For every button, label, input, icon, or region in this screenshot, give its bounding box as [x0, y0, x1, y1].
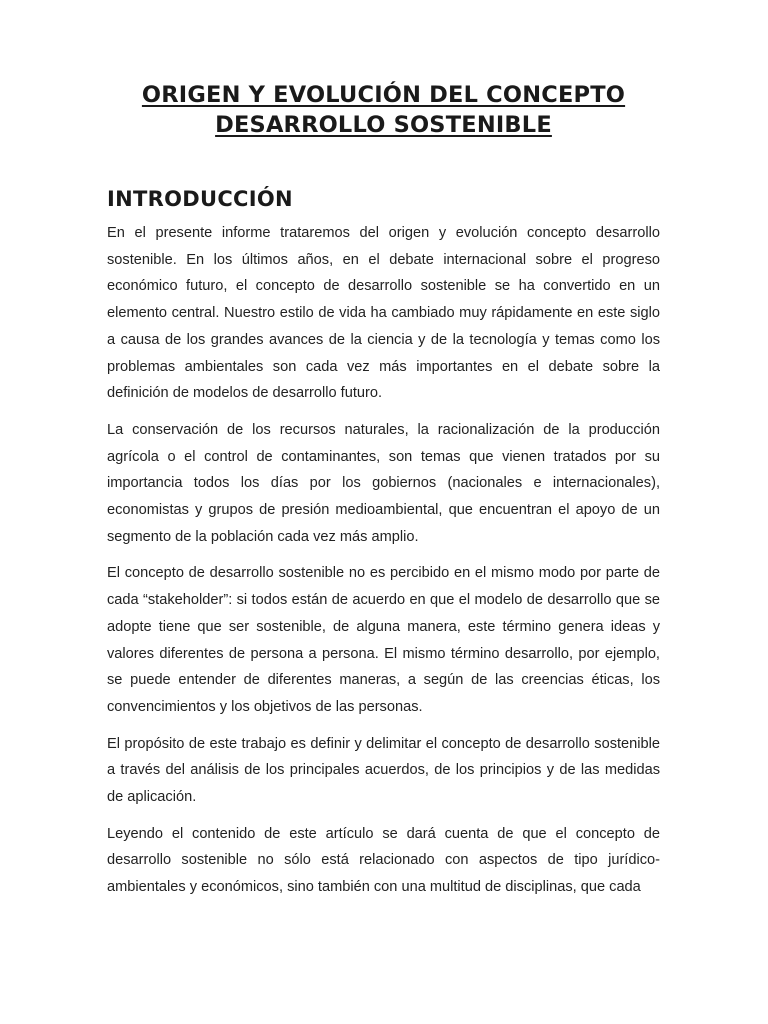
paragraph-5: Leyendo el contenido de este artículo se dará cuenta de que el concepto de desarrollo sostenible no sólo está relacionado con aspectos de tipo jurídico-ambientales y económicos, sino también con una multitud de disciplinas, que cada	[107, 825, 660, 896]
paragraph-4: El propósito de este trabajo es definir y delimitar el concepto de desarrollo sostenible a través del análisis de los principales acuerdos, de los principios y de las medidas de aplicación.	[107, 735, 660, 806]
document-title	[107, 80, 660, 140]
paragraph-1: En el presente informe trataremos del origen y evolución concepto desarrollo sostenible. En los últimos años, en el debate internacional sobre el progreso económico futuro, el concepto de desarrollo sostenible se ha convertido en un elemento central. Nuestro estilo de vida ha cambiado muy rápidamente en este siglo a causa de los grandes avances de la ciencia y de la tecnología y temas como los problemas ambientales son cada vez más importantes en el debate sobre la definición de modelos de desarrollo futuro.	[107, 225, 660, 402]
paragraph-2: La conservación de los recursos naturales, la racionalización de la producción agrícola o el control de contaminantes, son temas que vienen tratados por su importancia todos los días por los gobiernos (nacionales e internacionales), economistas y grupos de presión medioambiental, que encuentran el apoyo de un segmento de la población cada vez más amplio.	[107, 421, 660, 545]
document-title-line-1: ORIGEN Y EVOLUCIÓN DEL CONCEPTO	[141, 82, 626, 108]
section-heading-introduccion: INTRODUCCIÓN	[107, 187, 293, 211]
document-title-line-2: DESARROLLO SOSTENIBLE	[215, 112, 552, 138]
paragraph-3: El concepto de desarrollo sostenible no es percibido en el mismo modo por parte de cada “stakeholder”: si todos están de acuerdo en que el modelo de desarrollo que se adopte tiene que ser sostenible, de alguna manera, este término genera ideas y valores diferentes de persona a persona. El mismo término desarrollo, por ejemplo, se puede entender de diferentes maneras, a según de las creencias éticas, los convencimientos y los objetivos de las personas.	[107, 565, 660, 715]
